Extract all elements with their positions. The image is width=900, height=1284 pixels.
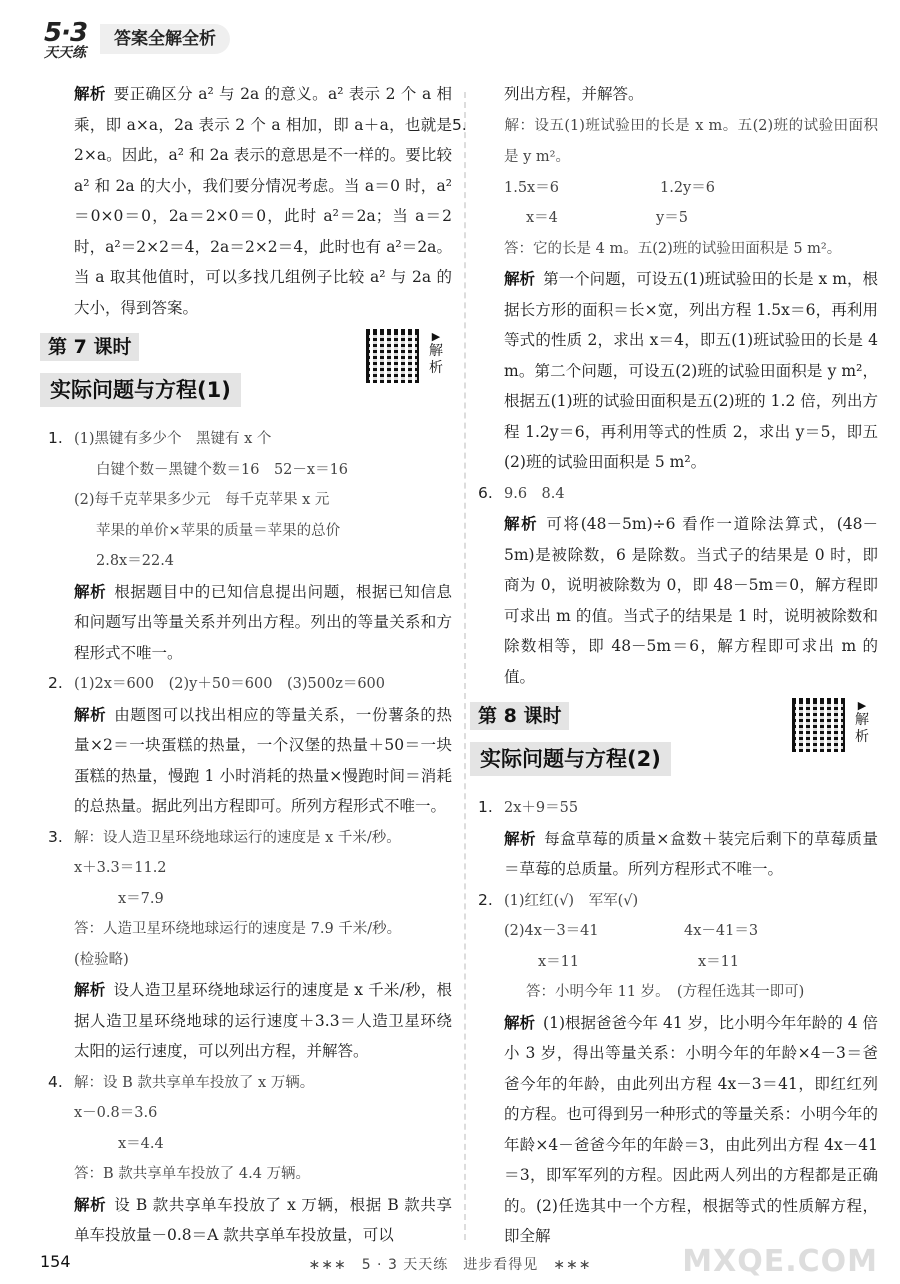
question-2: 2. (1)2x＝600 (2)y＋50＝600 (3)500z＝600 解析 由题图可以找出相应的等量关系，一份薯条的热量×2＝一块蛋糕的热量，一个汉堡的热量＋50＝一块蛋糕的热量，慢跑 1 小时消耗的热量×慢跑时间＝消耗的总热量。据此列出方程即可。所列方程形式不唯一。 (48, 668, 452, 822)
play-icon: ▶ (431, 330, 441, 343)
analysis-label: 解析 (74, 85, 106, 103)
lesson-subtitle: 实际问题与方程(1) (40, 373, 241, 407)
question-number: 4. (48, 1072, 63, 1091)
page-footer (0, 1240, 900, 1284)
question-1: 1. (1)黑键有多少个 黑键有 x 个 白键个数－黑键个数＝16 52－x＝16 (2)每千克苹果多少元 每千克苹果 x 元 苹果的单价×苹果的质量＝苹果的总价 2.8x＝22.4 解析 根据题目中的已知信息提出问题，根据已知信息和问题写出等量关系并列出方程。列出的等量关系和方程形式不唯一。 (48, 423, 452, 668)
question-5: 5. 解：设五(1)班试验田的长是 x m。五(2)班的试验田面积是 y m²。 1.5x＝6 1.2y＝6 x＝4 y＝5 答：它的长是 4 m。五(2)班的试验田面积是 5 m²。 解析 第一个问题，可设五(1)班试验田的长是 x m，根据长方形的面积＝长×宽，列出方程 1.5x＝6，再利用等式的性质 2，求出 x＝4，即五(1)班试验田的长是 4 m。第二个问题，可设五(2)班的试验田面积是 y m²，根据五(1)班的试验田面积是五(2)班的 1.2 倍，列出方程 1.2y＝6，再利用等式的性质 2，求出 y＝5，即五(2)班的试验田面积是 5 m²。 (478, 110, 878, 478)
continued-text: 列出方程，并解答。 (504, 85, 644, 103)
lesson-7-heading (40, 329, 452, 419)
question-6: 6. 9.6 8.4 解析 可将(48－5m)÷6 看作一道除法算式，(48－5m)是被除数，6 是除数。当式子的结果是 0 时，即商为 0，说明被除数为 0，即 48－5m＝0，解方程即可求出 m 的值。当式子的结果是 1 时，说明被除数和除数相等，即 48－5m＝6，解方程即可求出 m 的值。 (478, 478, 878, 693)
analysis: 解析 可将(48－5m)÷6 看作一道除法算式，(48－5m)是被除数，6 是除数。当式子的结果是 0 时，即商为 0，说明被除数为 0，即 48－5m＝0，解方程即可求出 m 的值。当式子的结果是 1 时，说明被除数和除数相等，即 48－5m＝6，解方程即可求出 m 的值。 (504, 515, 878, 686)
question-number: 6. (478, 483, 493, 502)
right-column (452, 79, 878, 1252)
column-divider (464, 92, 466, 1240)
analysis: 解析 每盒草莓的质量×盒数＋装完后剩下的草莓质量＝草莓的总质量。所列方程形式不唯一。 (504, 829, 878, 878)
question-3: 3. 解：设人造卫星环绕地球运行的速度是 x 千米/秒。 x＋3.3＝11.2 x＝7.9 答：人造卫星环绕地球运行的速度是 7.9 千米/秒。 (检验略) 解析 设人造卫星环绕地球运行的速度是 x 千米/秒，根据人造卫星环绕地球的运行速度＋3.3＝人造卫星环绕太阳的运行速度，可以列出方程，并解答。 (48, 822, 452, 1067)
play-icon: ▶ (857, 699, 867, 712)
question-number: 1. (48, 429, 63, 447)
logo-top: 5·3 (44, 18, 88, 48)
analysis: 解析 第一个问题，可设五(1)班试验田的长是 x m，根据长方形的面积＝长×宽，列出方程 1.5x＝6，再利用等式的性质 2，求出 x＝4，即五(1)班试验田的长是 4 m。第二个问题，可设五(2)班的试验田面积是 y m²，根据五(1)班的试验田面积是五(2)班的 1.2 倍，列出方程 1.2y＝6，再利用等式的性质 2，求出 y＝5，即五(2)班的试验田面积是 5 m²。 (504, 270, 878, 471)
analysis: 解析 (1)根据爸爸今年 41 岁，比小明今年年龄的 4 倍小 3 岁，得出等量关系：小明今年的年龄×4－3＝爸爸今年的年龄，由此列出方程 4x－3＝41，即红红列的方程。也可得到另一种形式的等量关系：小明今年的年龄×4－爸爸今年的年龄＝3，由此列出方程 4x－41＝3，即军军列的方程。因此两人列出的方程都是正确的。(2)任选其中一个方程，根据等式的性质解方程，即全解 (504, 1013, 878, 1245)
question-number: 5. (452, 115, 467, 134)
qr-label: ▶ 解析 (852, 700, 872, 746)
qr-code-icon[interactable] (792, 698, 846, 752)
analysis: 解析 由题图可以找出相应的等量关系，一份薯条的热量×2＝一块蛋糕的热量，一个汉堡的热量＋50＝一块蛋糕的热量，慢跑 1 小时消耗的热量×慢跑时间＝消耗的总热量。据此列出方程即可。所列方程形式不唯一。 (74, 705, 452, 815)
question-number: 1. (478, 798, 493, 816)
lesson-title: 第 7 课时 (40, 333, 139, 361)
left-column (48, 79, 452, 1251)
question-8-1: 1. 2x＋9＝55 解析 每盒草莓的质量×盒数＋装完后剩下的草莓质量＝草莓的总质量。所列方程形式不唯一。 (478, 792, 878, 885)
question-number: 2. (48, 674, 63, 692)
qr-code-icon[interactable] (366, 329, 420, 383)
question-8-2: 2. (1)红红(√) 军军(√) (2)4x－3＝41 4x－41＝3 x＝11 x＝11 答：小明今年 11 岁。 (方程任选其一即可) 解析 (1)根据爸爸今年 41 岁，比小明今年年龄的 4 倍小 3 岁，得出等量关系：小明今年的年龄×4－3＝爸爸今年的年龄，由此列出方程 4x－3＝41，即红红列的方程。也可得到另一种形式的等量关系：小明今年的年龄×4－爸爸今年的年龄＝3，由此列出方程 4x－41＝3，即军军列的方程。因此两人列出的方程都是正确的。(2)任选其中一个方程，根据等式的性质解方程，即全解 (478, 885, 878, 1252)
logo-bottom: 天天练 (44, 45, 86, 61)
question-4: 4. 解：设 B 款共享单车投放了 x 万辆。 x－0.8＝3.6 x＝4.4 答：B 款共享单车投放了 4.4 万辆。 解析 设 B 款共享单车投放了 x 万辆，根据 B 款共享单车投放量－0.8＝A 款共享单车投放量，可以 (48, 1067, 452, 1251)
analysis: 解析 设 B 款共享单车投放了 x 万辆，根据 B 款共享单车投放量－0.8＝A 款共享单车投放量，可以 (74, 1195, 452, 1244)
footer-slogan: ∗∗∗ 5 · 3 天天练 进步看得见 ∗∗∗ (308, 1257, 592, 1273)
brand-logo (44, 20, 87, 60)
analysis: 解析 根据题目中的已知信息提出问题，根据已知信息和问题写出等量关系并列出方程。列出的等量关系和方程形式不唯一。 (74, 582, 452, 662)
header-title: 答案全解全析 (100, 24, 230, 54)
question-number: 3. (48, 827, 63, 846)
intro-analysis (48, 79, 452, 323)
page-number: 154 (40, 1252, 71, 1271)
lesson-title: 第 8 课时 (470, 702, 569, 730)
analysis: 解析 设人造卫星环绕地球运行的速度是 x 千米/秒，根据人造卫星环绕地球的运行速度＋3.3＝人造卫星环绕太阳的运行速度，可以列出方程，并解答。 (74, 981, 452, 1060)
page-header (0, 0, 900, 70)
analysis-text: 要正确区分 a² 与 2a 的意义。a² 表示 2 个 a 相乘，即 a×a，2a 表示 2 个 a 相加，即 a＋a，也就是 2×a。因此，a² 和 2a 表示的意思是不一样的。要比较 a² 和 2a 的大小，我们要分情况考虑。当 a＝0 时，a²＝0×0＝0，2a＝2×0＝0，此时 a²＝2a；当 a＝2 时，a²＝2×2＝4，2a＝2×2＝4，此时也有 a²＝2a。当 a 取其他值时，可以多找几组例子比较 a² 与 2a 的大小，得到答案。 (74, 85, 452, 317)
lesson-subtitle: 实际问题与方程(2) (470, 742, 671, 776)
qr-label: ▶ 解析 (426, 331, 446, 377)
lesson-8-heading (470, 698, 878, 788)
question-number: 2. (478, 890, 493, 909)
watermark: MXQE.COM (682, 1244, 878, 1279)
